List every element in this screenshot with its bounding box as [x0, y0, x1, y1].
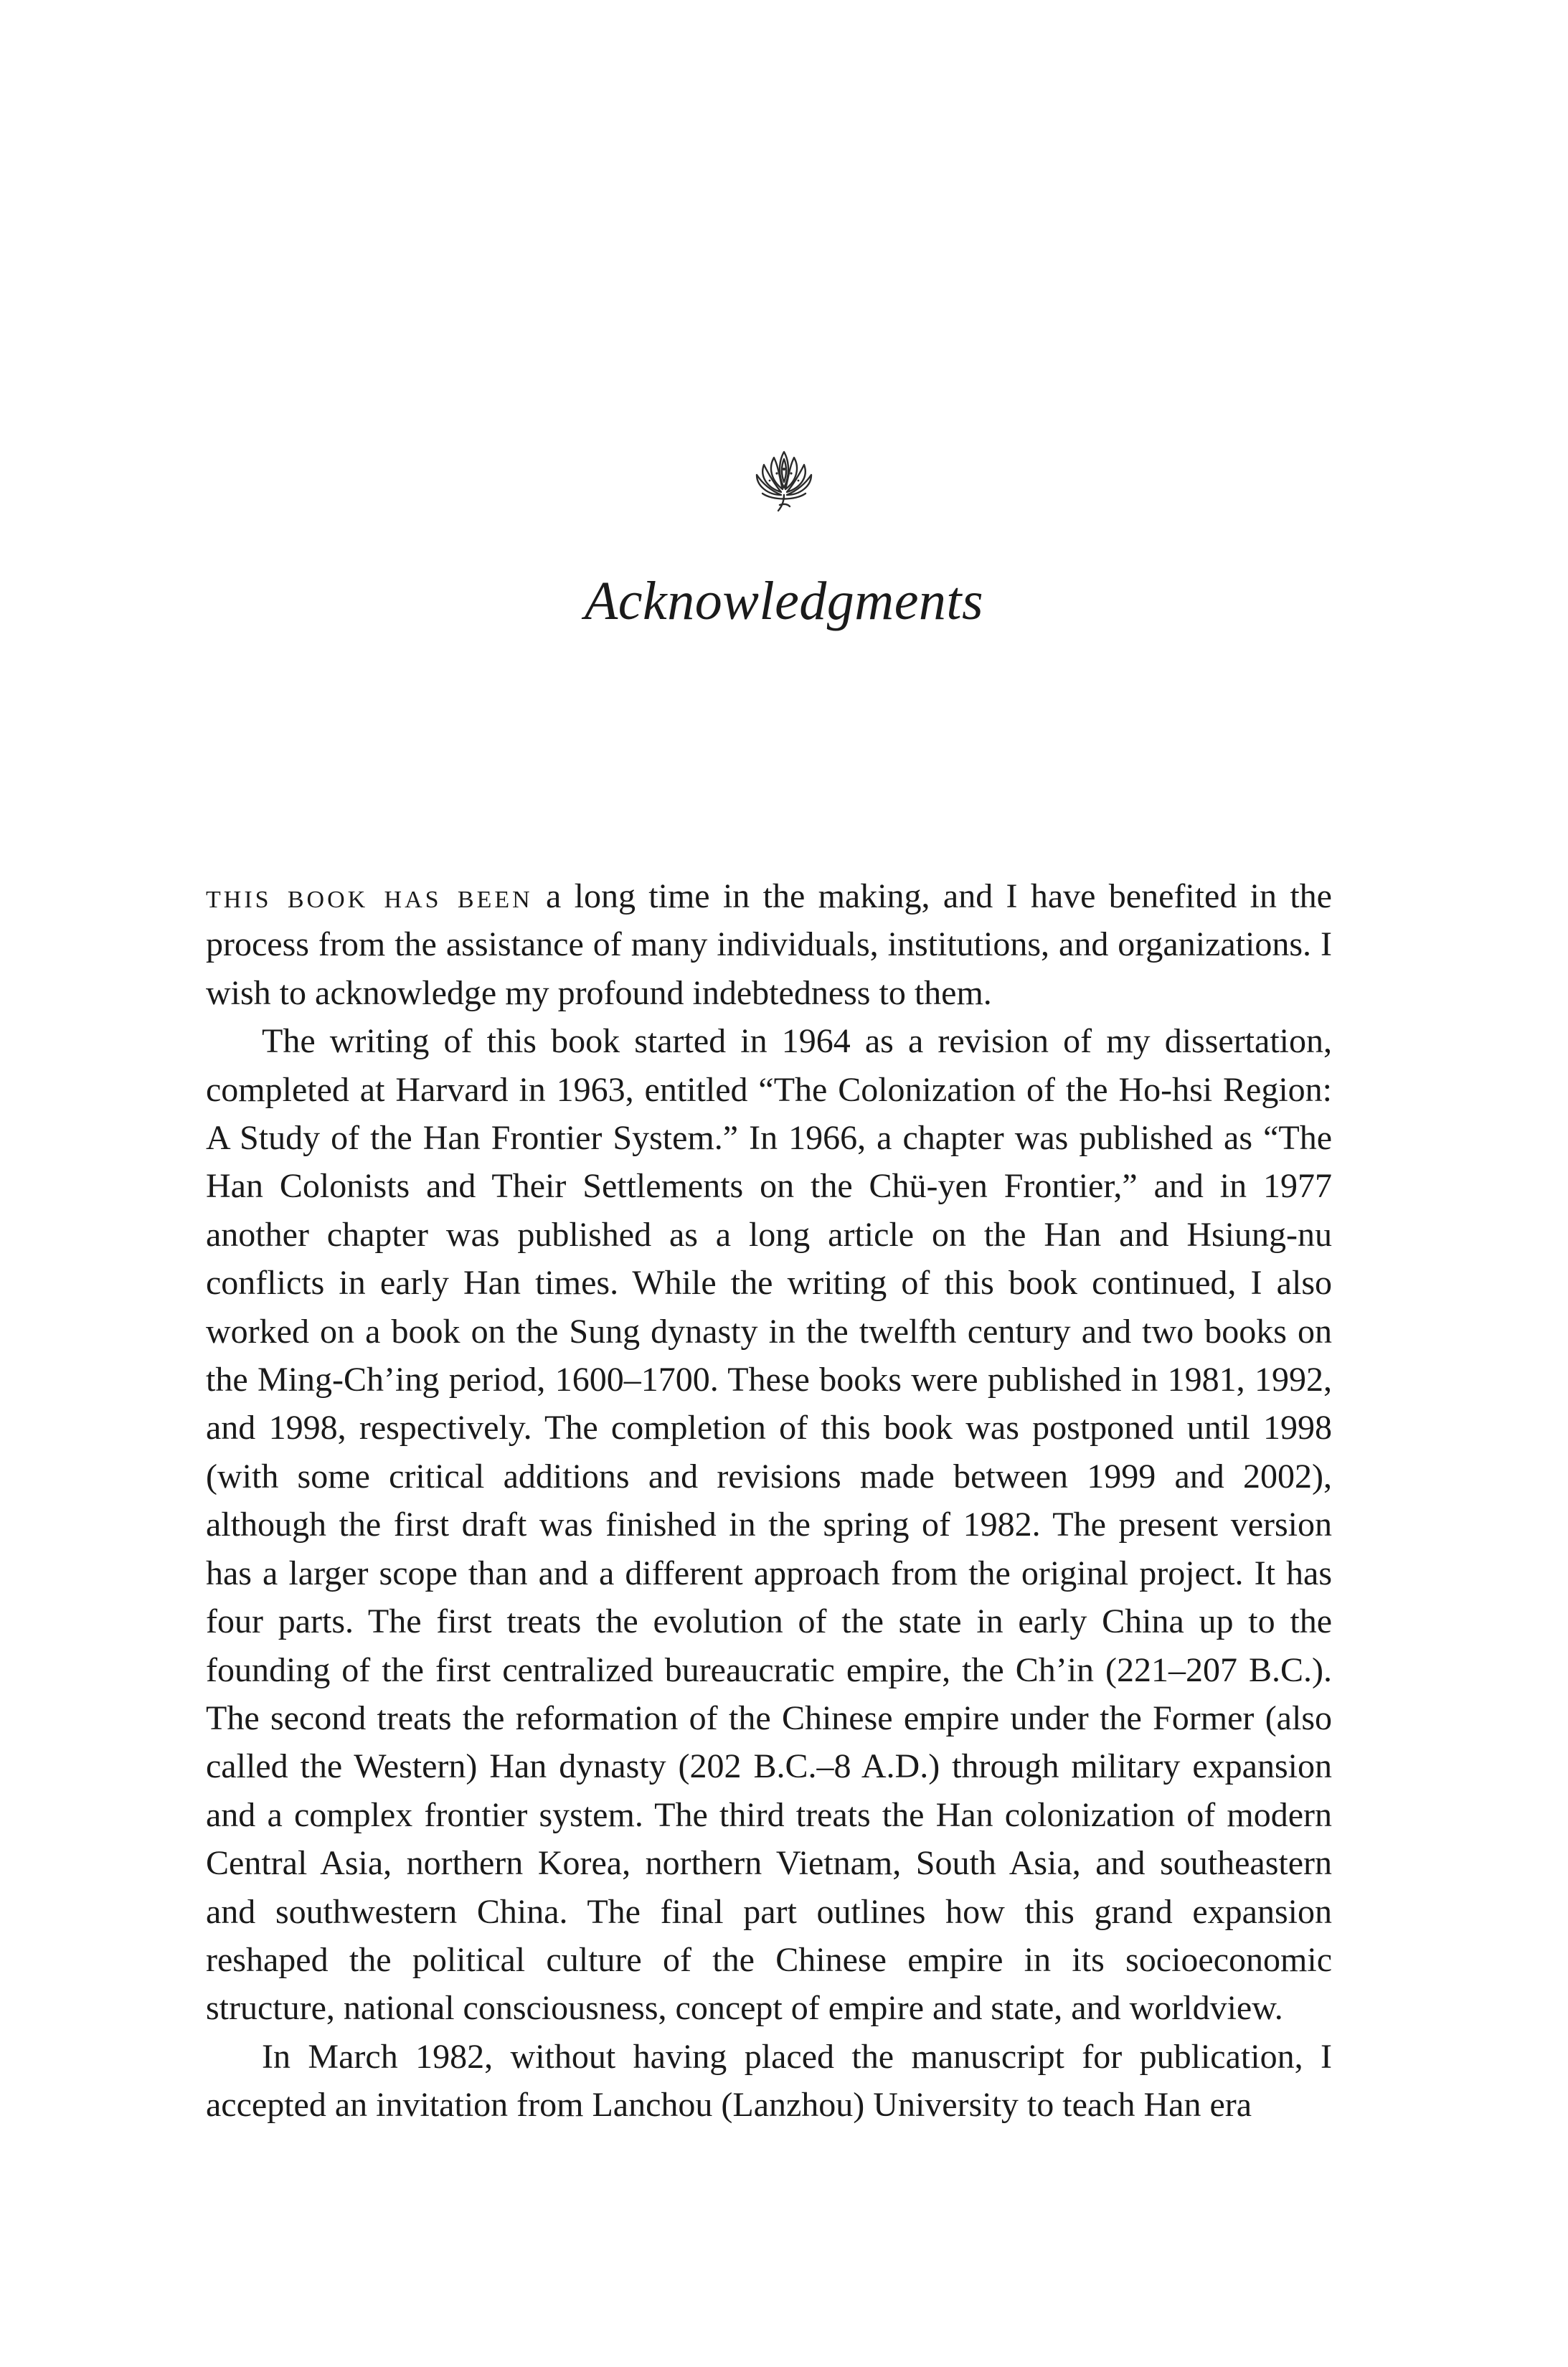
paragraph-1	[206, 872, 1332, 1017]
paragraph-1-text: a long time in the making, and I have benefited in the process from the assistance of many individuals, institutions, and organizations. I wish to acknowledge my profound indebtedness to them.	[206, 877, 1332, 1012]
paragraph-3: In March 1982, without having placed the manuscript for publication, I accepted an invitation from Lanchou (Lanzhou) University to teach Han era	[206, 2037, 1332, 2125]
lotus-ornament-icon	[748, 443, 820, 515]
paragraph-lead-smallcaps: this book has been	[206, 877, 533, 915]
chapter-title: Acknowledgments	[584, 571, 984, 631]
body-text	[206, 872, 1332, 2130]
paragraph-2: The writing of this book started in 1964 as a revision of my dissertation, completed at Harvard in 1963, entitled “The Colonization of the Ho-hsi Region: A Study of the Han Frontier System.” In 1966, a chapter was published as “The Han Colonists and Their Settlements on the Chü-yen Frontier,” and in 1977 another chapter was published as a long article on the Han and Hsiung-nu conflicts in early Han times. While the writing of this book continued, I also worked on a book on the Sung dynasty in the twelfth century and two books on the Ming-Ch’ing period, 1600–1700. These books were published in 1981, 1992, and 1998, respectively. The completion of this book was postponed until 1998 (with some critical additions and revisions made between 1999 and 2002), although the first draft was finished in the spring of 1982. The present version has a larger scope than and a different approach from the original project. It has four parts. The first treats the evolution of the state in early China up to the founding of the first centralized bureaucratic empire, the Ch’in (221–207 B.C.). The second treats the reformation of the Chinese empire under the Former (also called the Western) Han dynasty (202 B.C.–8 A.D.) through military expansion and a complex frontier system. The third treats the Han colonization of modern Central Asia, northern Korea, northern Vietnam, South Asia, and southeastern and southwestern China. The final part outlines how this grand expansion reshaped the political culture of the Chinese empire in its socioeconomic structure, national consciousness, concept of empire and state, and worldview.	[206, 1022, 1332, 2028]
